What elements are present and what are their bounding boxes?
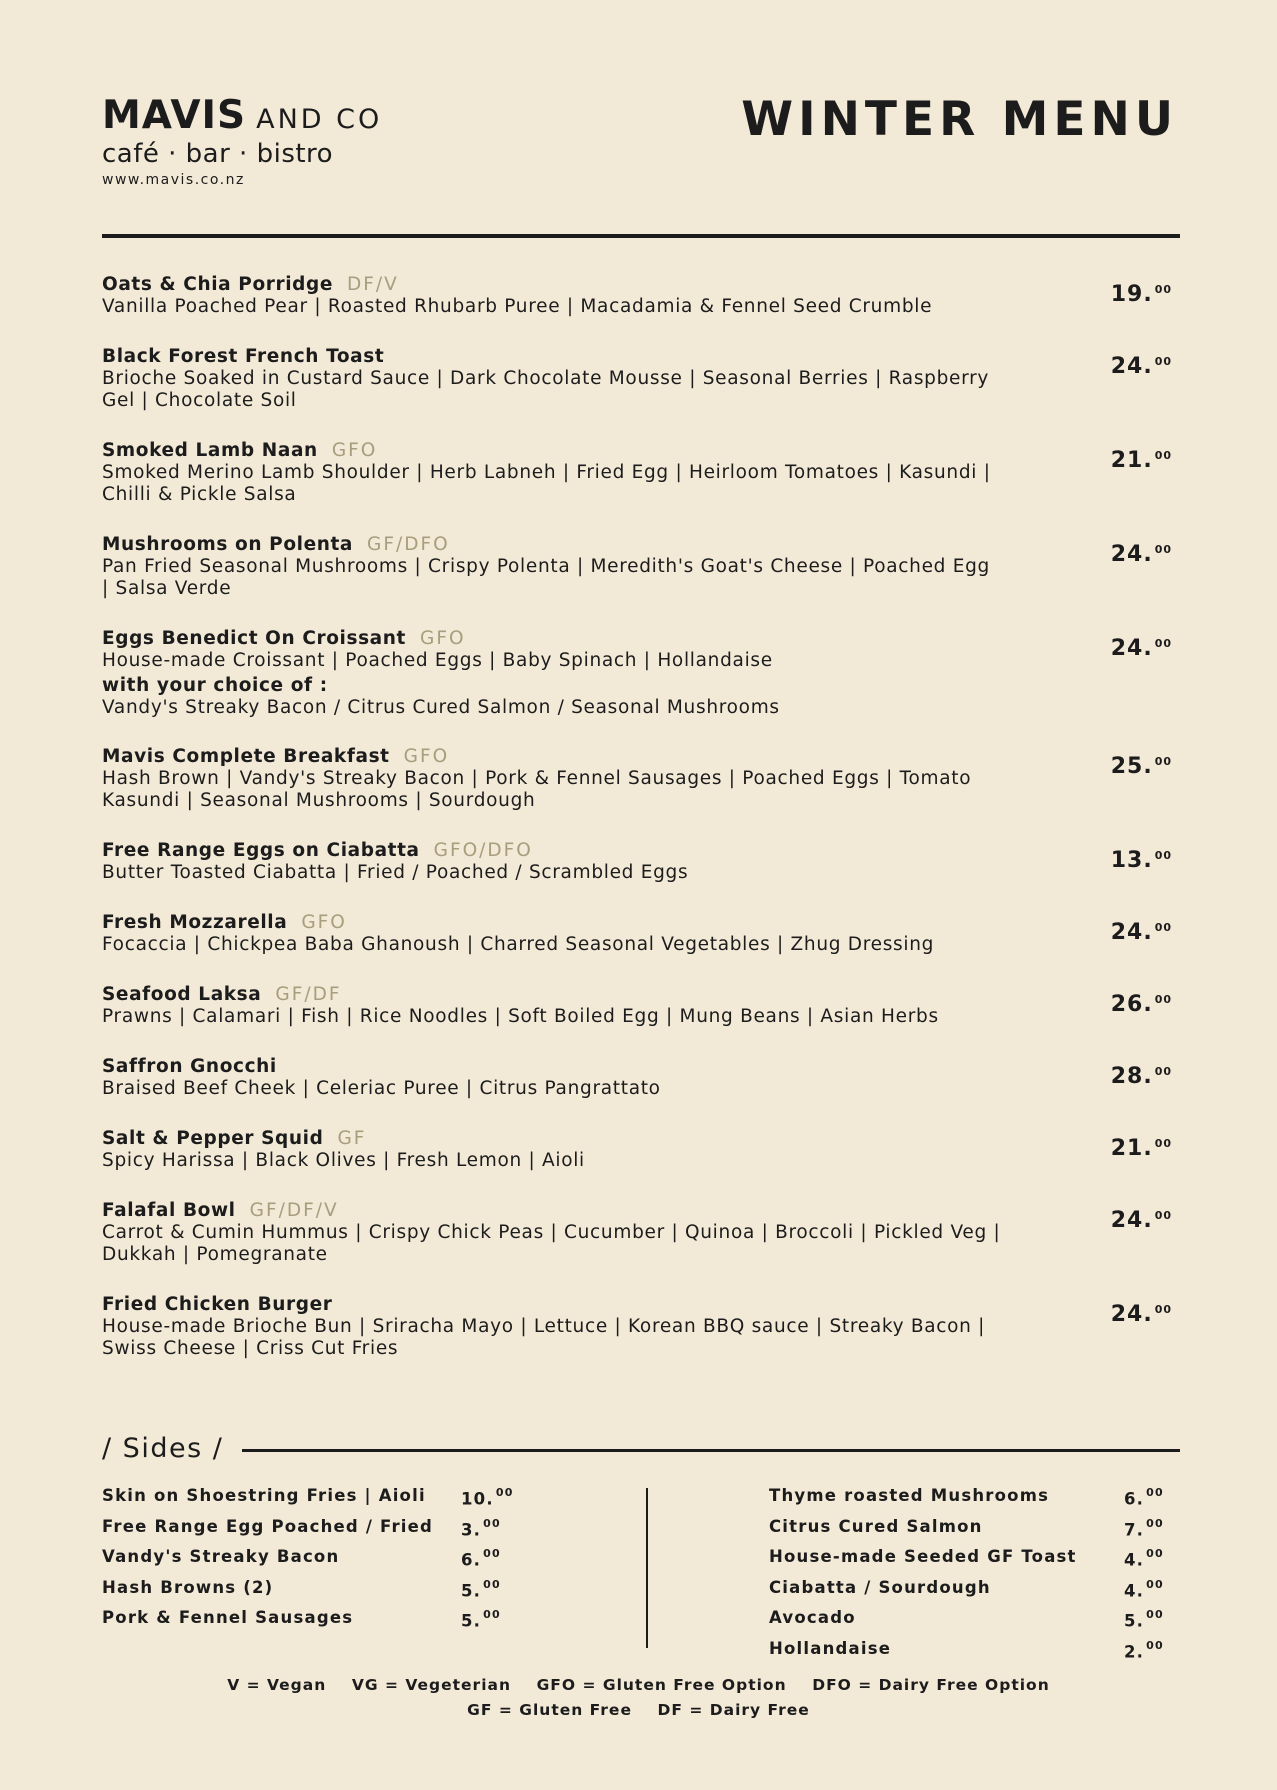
side-item (102, 1578, 522, 1609)
item-price: 28. $^{00}$ (1110, 1064, 1172, 1089)
item-description: Smoked Merino Lamb Shoulder | Herb Labneh | Fried Egg | Heirloom Tomatoes | Kasundi | Chilli & Pickle Salsa (102, 462, 991, 505)
side-price: 4. $^{00}$ (1124, 1577, 1164, 1600)
side-item (769, 1578, 1179, 1609)
page-title: WINTER MENU (741, 92, 1178, 147)
side-price: 6. $^{00}$ (461, 1547, 501, 1570)
item-description: Vanilla Poached Pear | Roasted Rhubarb Puree | Macadamia & Fennel Seed Crumble (102, 296, 933, 317)
side-price: 5. $^{00}$ (461, 1577, 501, 1600)
side-item (102, 1547, 522, 1578)
menu-item (102, 346, 1178, 440)
dietary-legend-line-1: V = Vegan VG = Vegeterian GFO = Gluten Free Option DFO = Dairy Free Option (227, 1676, 1050, 1694)
item-price: 24. $^{00}$ (1110, 354, 1172, 379)
dietary-tag: GF/DF (275, 984, 342, 1005)
brand-tagline: café · bar · bistro (102, 139, 334, 169)
item-description: Butter Toasted Ciabatta | Fried / Poached / Scrambled Eggs (102, 862, 689, 883)
dietary-tag: DF/V (346, 274, 399, 295)
side-name: Free Range Egg Poached / Fried (102, 1516, 434, 1536)
item-name: Salt & Pepper Squid (102, 1128, 324, 1149)
item-price: 24. $^{00}$ (1110, 636, 1172, 661)
dietary-legend-line-2: GF = Gluten Free DF = Dairy Free (467, 1701, 810, 1719)
side-price: 5. $^{00}$ (461, 1608, 501, 1631)
item-description: House-made Croissant | Poached Eggs | Baby Spinach | Hollandaise (102, 650, 773, 671)
item-description: Hash Brown | Vandy's Streaky Bacon | Pork & Fennel Sausages | Poached Eggs | Tomato Kasundi | Seasonal Mushrooms | Sourdough (102, 768, 972, 811)
menu-item (102, 1294, 1178, 1388)
side-name: Pork & Fennel Sausages (102, 1608, 354, 1627)
menu-item (102, 440, 1178, 534)
dietary-tag: GFO (301, 912, 347, 933)
sides-divider (242, 1449, 1180, 1452)
menu-item (102, 1128, 1178, 1200)
sides-list-right (769, 1486, 1179, 1669)
item-name: Saffron Gnocchi (102, 1056, 277, 1077)
menu-item (102, 840, 1178, 912)
sides-list-left (102, 1486, 522, 1639)
side-item (102, 1608, 522, 1639)
item-name: Fried Chicken Burger (102, 1294, 333, 1315)
item-description: Carrot & Cumin Hummus | Crispy Chick Peas | Cucumber | Quinoa | Broccoli | Pickled Veg | Dukkah | Pomegranate (102, 1222, 1001, 1265)
item-price: 24. $^{00}$ (1110, 1208, 1172, 1233)
item-name: Oats & Chia Porridge (102, 274, 333, 295)
dietary-tag: GF/DFO (367, 534, 450, 555)
brand-name: MAVIS (102, 93, 247, 138)
side-price: 6. $^{00}$ (1124, 1486, 1164, 1509)
item-description: House-made Brioche Bun | Sriracha Mayo | Lettuce | Korean BBQ sauce | Streaky Bacon | Swiss Cheese | Criss Cut Fries (102, 1316, 986, 1359)
header (102, 92, 1178, 196)
dietary-tag: GFO (420, 628, 466, 649)
item-name: Black Forest French Toast (102, 346, 385, 367)
dietary-tag: GFO (403, 746, 450, 767)
item-description: Pan Fried Seasonal Mushrooms | Crispy Polenta | Meredith's Goat's Cheese | Poached Egg | Salsa Verde (102, 556, 990, 599)
side-price: 5. $^{00}$ (1124, 1608, 1164, 1631)
item-name: Falafal Bowl (102, 1200, 236, 1221)
side-name: Avocado (769, 1608, 856, 1627)
brand-suffix: AND CO (256, 104, 383, 135)
item-name: Free Range Eggs on Ciabatta (102, 840, 420, 861)
menu-item (102, 628, 1178, 746)
side-name: Hash Browns (2) (102, 1577, 274, 1597)
item-price: 13. $^{00}$ (1110, 848, 1172, 873)
item-price: 24. $^{00}$ (1110, 542, 1172, 567)
menu-item (102, 274, 1178, 346)
header-divider (102, 234, 1180, 238)
side-name: Thyme roasted Mushrooms (769, 1486, 1050, 1505)
item-price: 21. $^{00}$ (1110, 1136, 1172, 1161)
side-price: 3. $^{00}$ (461, 1516, 501, 1539)
item-name: Mushrooms on Polenta (102, 534, 354, 555)
side-item (102, 1486, 522, 1517)
menu-item (102, 1056, 1178, 1128)
item-price: 26. $^{00}$ (1110, 992, 1172, 1017)
side-item (769, 1608, 1179, 1639)
side-price: 10. $^{00}$ (461, 1486, 514, 1509)
dietary-tag: GFO (331, 440, 378, 461)
choice-label: with your choice of : (102, 675, 328, 696)
item-price: 21. $^{00}$ (1110, 448, 1172, 473)
website-url: www.mavis.co.nz (102, 172, 245, 188)
item-name: Eggs Benedict On Croissant (102, 628, 406, 649)
menu-items (102, 274, 1178, 1388)
item-name: Mavis Complete Breakfast (102, 746, 390, 767)
side-name: Ciabatta / Sourdough (769, 1577, 991, 1597)
item-description: Focaccia | Chickpea Baba Ghanoush | Charred Seasonal Vegetables | Zhug Dressing (102, 934, 935, 955)
item-description: Prawns | Calamari | Fish | Rice Noodles | Soft Boiled Egg | Mung Beans | Asian Herbs (102, 1006, 939, 1027)
menu-item (102, 912, 1178, 984)
side-price: 2. $^{00}$ (1124, 1638, 1164, 1661)
side-price: 7. $^{00}$ (1124, 1516, 1164, 1539)
side-name: Hollandaise (769, 1638, 892, 1658)
menu-item (102, 984, 1178, 1056)
side-item (102, 1517, 522, 1548)
item-description: Brioche Soaked in Custard Sauce | Dark Chocolate Mousse | Seasonal Berries | Raspberry Gel | Chocolate Soil (102, 368, 990, 411)
item-price: 19. $^{00}$ (1110, 282, 1172, 307)
item-price: 24. $^{00}$ (1110, 1302, 1172, 1327)
item-price: 25. $^{00}$ (1110, 754, 1172, 779)
side-name: House-made Seeded GF Toast (769, 1547, 1077, 1566)
side-name: Vandy's Streaky Bacon (102, 1547, 340, 1566)
sides-column-divider (646, 1488, 648, 1648)
item-name: Seafood Laksa (102, 984, 262, 1005)
dietary-tag: GFO/DFO (433, 840, 533, 861)
menu-item (102, 1200, 1178, 1294)
item-price: 24. $^{00}$ (1110, 920, 1172, 945)
side-item (769, 1639, 1179, 1670)
side-item (769, 1517, 1179, 1548)
side-price: 4. $^{00}$ (1124, 1547, 1164, 1570)
choice-options: Vandy's Streaky Bacon / Citrus Cured Salmon / Seasonal Mushrooms (102, 697, 780, 718)
dietary-tag: GF/DF/V (249, 1200, 339, 1221)
item-description: Braised Beef Cheek | Celeriac Puree | Citrus Pangrattato (102, 1078, 661, 1099)
side-item (769, 1486, 1179, 1517)
side-name: Skin on Shoestring Fries | Aioli (102, 1486, 426, 1505)
side-name: Citrus Cured Salmon (769, 1516, 983, 1536)
item-description: Spicy Harissa | Black Olives | Fresh Lemon | Aioli (102, 1150, 585, 1171)
menu-item (102, 534, 1178, 628)
dietary-tag: GF (337, 1128, 367, 1149)
item-name: Fresh Mozzarella (102, 912, 288, 933)
side-item (769, 1547, 1179, 1578)
item-name: Smoked Lamb Naan (102, 440, 318, 461)
menu-item (102, 746, 1178, 840)
sides-title: / Sides / (102, 1433, 237, 1464)
sides-header (102, 1433, 1180, 1467)
